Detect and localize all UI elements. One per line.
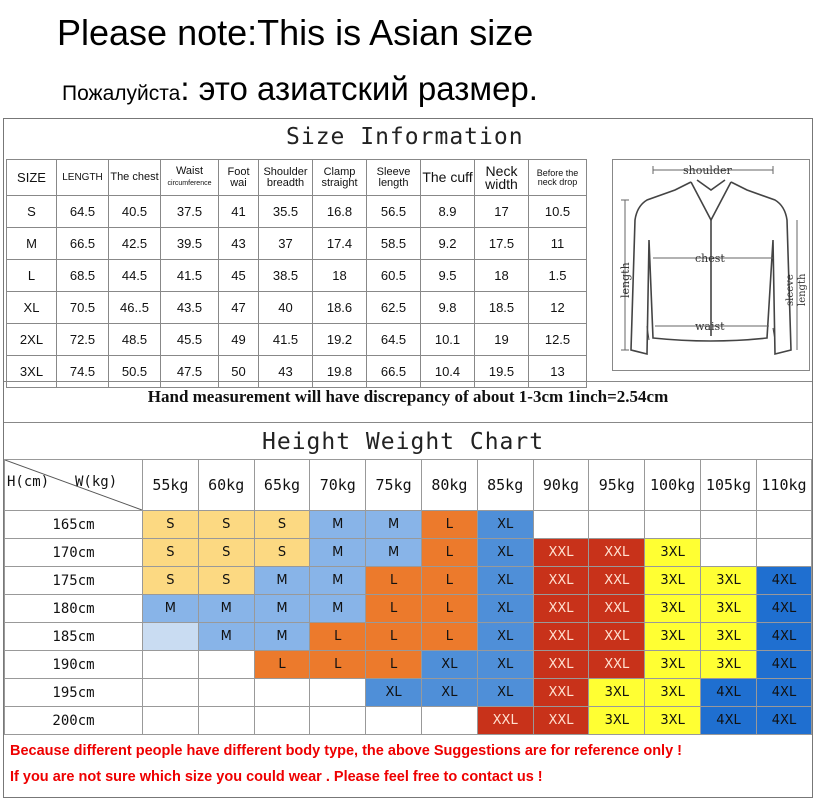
size-header-cell (109, 160, 161, 196)
size-recommendation-cell: XXL (589, 567, 645, 595)
size-value-cell: 40.5 (109, 196, 161, 228)
size-recommendation-cell (254, 679, 310, 707)
size-value-cell: 49 (219, 324, 259, 356)
size-header-label: The cuff (422, 169, 473, 185)
size-value-cell: 41.5 (161, 260, 219, 292)
size-label-cell: XL (7, 292, 57, 324)
size-label-cell: 2XL (7, 324, 57, 356)
size-value-cell: 60.5 (367, 260, 421, 292)
size-recommendation-cell: XL (477, 539, 533, 567)
size-value-cell: 12 (529, 292, 587, 324)
weight-header-cell: 60kg (198, 460, 254, 511)
russian-note-rest: : это азиатский размер. (180, 70, 538, 107)
size-recommendation-cell: S (198, 539, 254, 567)
height-label-cell: 195cm (5, 679, 143, 707)
size-value-cell: 50 (219, 356, 259, 388)
size-recommendation-cell (421, 707, 477, 735)
size-recommendation-cell: S (143, 511, 199, 539)
size-recommendation-cell: 4XL (756, 679, 811, 707)
size-recommendation-cell: M (310, 595, 366, 623)
size-value-cell: 40 (259, 292, 313, 324)
size-value-cell: 9.2 (421, 228, 475, 260)
size-table-row (7, 292, 587, 324)
size-information-table (6, 159, 587, 388)
size-recommendation-cell (756, 539, 811, 567)
divider (4, 381, 812, 382)
size-label-cell: 3XL (7, 356, 57, 388)
size-label-cell: L (7, 260, 57, 292)
size-value-cell: 41.5 (259, 324, 313, 356)
size-recommendation-cell (198, 707, 254, 735)
size-recommendation-cell: XXL (589, 539, 645, 567)
size-value-cell: 10.4 (421, 356, 475, 388)
size-recommendation-cell: M (310, 567, 366, 595)
size-value-cell: 17 (475, 196, 529, 228)
size-recommendation-cell (198, 679, 254, 707)
size-value-cell: 37.5 (161, 196, 219, 228)
size-value-cell: 1.5 (529, 260, 587, 292)
size-value-cell: 44.5 (109, 260, 161, 292)
size-recommendation-cell: L (366, 651, 422, 679)
size-recommendation-cell (310, 679, 366, 707)
size-recommendation-cell: S (198, 567, 254, 595)
size-recommendation-cell (198, 651, 254, 679)
size-value-cell: 10.1 (421, 324, 475, 356)
size-recommendation-cell: M (198, 595, 254, 623)
size-recommendation-cell (143, 679, 199, 707)
size-recommendation-cell: XL (477, 651, 533, 679)
size-value-cell: 45 (219, 260, 259, 292)
size-value-cell: 19.8 (313, 356, 367, 388)
size-value-cell: 46..5 (109, 292, 161, 324)
size-value-cell: 50.5 (109, 356, 161, 388)
size-recommendation-cell: S (143, 539, 199, 567)
size-recommendation-cell (701, 511, 757, 539)
size-value-cell: 18 (475, 260, 529, 292)
size-recommendation-cell: XXL (533, 539, 589, 567)
size-recommendation-cell: 3XL (645, 623, 701, 651)
label-sleeve-length: length (797, 273, 808, 306)
hw-table-row (5, 623, 812, 651)
size-recommendation-cell: M (254, 567, 310, 595)
size-recommendation-cell: 3XL (701, 567, 757, 595)
size-value-cell: 43.5 (161, 292, 219, 324)
size-value-cell: 56.5 (367, 196, 421, 228)
size-recommendation-cell: 3XL (701, 623, 757, 651)
size-header-label: Clamp straight (321, 165, 358, 189)
size-recommendation-cell: XXL (533, 651, 589, 679)
size-recommendation-cell: 3XL (645, 539, 701, 567)
size-value-cell: 64.5 (367, 324, 421, 356)
size-value-cell: 11 (529, 228, 587, 260)
size-recommendation-cell: 4XL (756, 595, 811, 623)
size-value-cell: 70.5 (57, 292, 109, 324)
size-header-label: Waist (175, 165, 204, 177)
size-recommendation-cell (756, 511, 811, 539)
hw-table-row (5, 567, 812, 595)
size-value-cell: 10.5 (529, 196, 587, 228)
asian-size-note: Please note:This is Asian size (57, 12, 534, 53)
hw-table-row (5, 651, 812, 679)
size-chart-panel (3, 118, 813, 798)
size-recommendation-cell: S (254, 539, 310, 567)
size-value-cell: 17.5 (475, 228, 529, 260)
size-label-cell: M (7, 228, 57, 260)
size-recommendation-cell: M (254, 595, 310, 623)
measurement-discrepancy-note: Hand measurement will have discrepancy of about 1-3cm 1inch=2.54cm (147, 387, 669, 406)
size-value-cell: 35.5 (259, 196, 313, 228)
size-value-cell: 64.5 (57, 196, 109, 228)
height-label-cell: 200cm (5, 707, 143, 735)
size-value-cell: 37 (259, 228, 313, 260)
size-value-cell: 19.5 (475, 356, 529, 388)
size-value-cell: 18.6 (313, 292, 367, 324)
size-recommendation-cell: XL (477, 623, 533, 651)
size-recommendation-cell (254, 707, 310, 735)
size-recommendation-cell: L (366, 595, 422, 623)
height-weight-chart-title: Height Weight Chart (262, 429, 545, 455)
weight-header-cell: 95kg (589, 460, 645, 511)
size-recommendation-cell: L (366, 567, 422, 595)
size-recommendation-cell: 3XL (589, 679, 645, 707)
size-recommendation-cell: L (254, 651, 310, 679)
hw-table-row (5, 679, 812, 707)
size-value-cell: 17.4 (313, 228, 367, 260)
size-recommendation-cell: 4XL (756, 651, 811, 679)
height-axis-label: H(cm) (7, 474, 50, 490)
size-value-cell: 8.9 (421, 196, 475, 228)
label-sleeve: sleeve (785, 274, 796, 306)
size-recommendation-cell: 4XL (701, 679, 757, 707)
size-recommendation-cell: 3XL (645, 651, 701, 679)
size-table-row (7, 356, 587, 388)
size-header-label: SIZE (17, 170, 46, 185)
size-value-cell: 43 (219, 228, 259, 260)
size-recommendation-cell: 3XL (701, 651, 757, 679)
hw-table-row (5, 595, 812, 623)
size-recommendation-cell: M (366, 539, 422, 567)
size-recommendation-cell (143, 623, 199, 651)
size-value-cell: 39.5 (161, 228, 219, 260)
size-table-row (7, 196, 587, 228)
height-weight-table (4, 459, 812, 735)
size-header-cell (219, 160, 259, 196)
weight-header-cell: 105kg (701, 460, 757, 511)
size-header-sublabel: circumference (167, 180, 212, 187)
size-header-cell (161, 160, 219, 196)
weight-header-cell: 85kg (477, 460, 533, 511)
size-value-cell: 45.5 (161, 324, 219, 356)
size-value-cell: 18.5 (475, 292, 529, 324)
size-recommendation-cell: L (421, 511, 477, 539)
hw-table-header (5, 460, 812, 511)
weight-header-cell: 100kg (645, 460, 701, 511)
height-label-cell: 180cm (5, 595, 143, 623)
size-recommendation-cell: M (310, 539, 366, 567)
size-recommendation-cell: 3XL (645, 679, 701, 707)
size-value-cell: 66.5 (367, 356, 421, 388)
size-table-row (7, 228, 587, 260)
size-value-cell: 18 (313, 260, 367, 292)
size-recommendation-cell: L (310, 651, 366, 679)
size-recommendation-cell: XXL (589, 651, 645, 679)
size-recommendation-cell: 3XL (645, 567, 701, 595)
size-recommendation-cell: S (198, 511, 254, 539)
size-header-label: Neck width (485, 162, 518, 192)
size-header-label: Foot wai (227, 165, 250, 189)
divider (4, 422, 812, 423)
size-recommendation-cell: L (421, 567, 477, 595)
size-recommendation-cell: 4XL (756, 567, 811, 595)
size-value-cell: 66.5 (57, 228, 109, 260)
hw-table-row (5, 707, 812, 735)
size-recommendation-cell: XXL (589, 595, 645, 623)
size-recommendation-cell: S (254, 511, 310, 539)
size-header-label: Before the neck drop (536, 167, 579, 187)
size-recommendation-cell: L (421, 595, 477, 623)
size-header-cell (313, 160, 367, 196)
asian-size-note-russian (62, 70, 538, 108)
size-header-cell (57, 160, 109, 196)
size-header-cell (421, 160, 475, 196)
hw-corner-cell (5, 460, 143, 511)
size-header-label: Sleeve length (376, 165, 411, 189)
size-value-cell: 58.5 (367, 228, 421, 260)
size-recommendation-cell (589, 511, 645, 539)
size-recommendation-cell: 3XL (645, 595, 701, 623)
size-value-cell: 48.5 (109, 324, 161, 356)
size-recommendation-cell: XL (366, 679, 422, 707)
size-recommendation-cell (366, 707, 422, 735)
size-header-label: The chest (110, 171, 159, 183)
size-value-cell: 19.2 (313, 324, 367, 356)
weight-axis-label: W(kg) (75, 474, 118, 490)
size-recommendation-cell (143, 651, 199, 679)
size-recommendation-cell: M (198, 623, 254, 651)
height-label-cell: 175cm (5, 567, 143, 595)
size-recommendation-cell: XXL (533, 707, 589, 735)
label-shoulder: shoulder (683, 164, 732, 177)
size-recommendation-cell: L (421, 539, 477, 567)
size-table-header (7, 160, 587, 196)
size-header-label: LENGTH (62, 172, 103, 183)
size-value-cell: 13 (529, 356, 587, 388)
size-recommendation-cell: M (310, 511, 366, 539)
size-header-cell (7, 160, 57, 196)
size-value-cell: 9.5 (421, 260, 475, 292)
weight-header-cell: 90kg (533, 460, 589, 511)
size-header-cell (259, 160, 313, 196)
size-label-cell: S (7, 196, 57, 228)
size-value-cell: 42.5 (109, 228, 161, 260)
size-recommendation-cell: S (143, 567, 199, 595)
hw-table-row (5, 511, 812, 539)
size-recommendation-cell: XL (421, 651, 477, 679)
size-recommendation-cell: XXL (533, 595, 589, 623)
size-recommendation-cell: 4XL (756, 707, 811, 735)
size-header-label: Shoulder breadth (263, 165, 308, 189)
size-recommendation-cell: XXL (533, 623, 589, 651)
weight-header-cell: 55kg (143, 460, 199, 511)
size-recommendation-cell: XL (477, 511, 533, 539)
size-recommendation-cell: 4XL (701, 707, 757, 735)
size-recommendation-cell: L (310, 623, 366, 651)
size-recommendation-cell: XXL (477, 707, 533, 735)
size-value-cell: 12.5 (529, 324, 587, 356)
size-value-cell: 43 (259, 356, 313, 388)
size-recommendation-cell: L (421, 623, 477, 651)
size-value-cell: 47 (219, 292, 259, 324)
label-length: length (619, 262, 632, 298)
size-recommendation-cell (701, 539, 757, 567)
weight-header-cell: 65kg (254, 460, 310, 511)
shirt-measurement-diagram (612, 159, 810, 371)
size-recommendation-cell: 3XL (645, 707, 701, 735)
size-recommendation-cell: L (366, 623, 422, 651)
hw-table-row (5, 539, 812, 567)
size-recommendation-cell (533, 511, 589, 539)
size-value-cell: 74.5 (57, 356, 109, 388)
size-information-title: Size Information (286, 124, 524, 150)
size-recommendation-cell: 3XL (701, 595, 757, 623)
size-header-cell (367, 160, 421, 196)
size-recommendation-cell (143, 707, 199, 735)
size-value-cell: 38.5 (259, 260, 313, 292)
size-recommendation-cell: M (366, 511, 422, 539)
label-chest: chest (695, 252, 725, 265)
size-recommendation-cell: XL (477, 567, 533, 595)
size-header-cell (475, 160, 529, 196)
disclaimer-line-1: Because different people have different body type, the above Suggestions are for reference only ! (10, 743, 682, 759)
size-recommendation-cell: XXL (589, 623, 645, 651)
russian-note-please: Пожалуйста (62, 82, 181, 105)
size-table-row (7, 324, 587, 356)
size-value-cell: 47.5 (161, 356, 219, 388)
size-recommendation-cell: XL (477, 595, 533, 623)
size-recommendation-cell: 3XL (589, 707, 645, 735)
size-recommendation-cell: XL (477, 679, 533, 707)
height-label-cell: 170cm (5, 539, 143, 567)
size-recommendation-cell: 4XL (756, 623, 811, 651)
size-header-cell (529, 160, 587, 196)
height-label-cell: 165cm (5, 511, 143, 539)
size-recommendation-cell: M (143, 595, 199, 623)
size-recommendation-cell: M (254, 623, 310, 651)
size-table-row (7, 260, 587, 292)
size-value-cell: 16.8 (313, 196, 367, 228)
shirt-icon (613, 160, 809, 370)
disclaimer-line-2: If you are not sure which size you could wear . Please feel free to contact us ! (10, 769, 543, 785)
weight-header-cell: 80kg (421, 460, 477, 511)
size-recommendation-cell (645, 511, 701, 539)
weight-header-cell: 110kg (756, 460, 811, 511)
size-value-cell: 9.8 (421, 292, 475, 324)
size-value-cell: 62.5 (367, 292, 421, 324)
height-label-cell: 190cm (5, 651, 143, 679)
weight-header-cell: 75kg (366, 460, 422, 511)
weight-header-cell: 70kg (310, 460, 366, 511)
label-waist: waist (695, 320, 725, 333)
size-recommendation-cell: XXL (533, 567, 589, 595)
size-value-cell: 72.5 (57, 324, 109, 356)
size-value-cell: 19 (475, 324, 529, 356)
height-label-cell: 185cm (5, 623, 143, 651)
size-value-cell: 41 (219, 196, 259, 228)
size-recommendation-cell: XXL (533, 679, 589, 707)
size-recommendation-cell: XL (421, 679, 477, 707)
size-value-cell: 68.5 (57, 260, 109, 292)
size-recommendation-cell (310, 707, 366, 735)
